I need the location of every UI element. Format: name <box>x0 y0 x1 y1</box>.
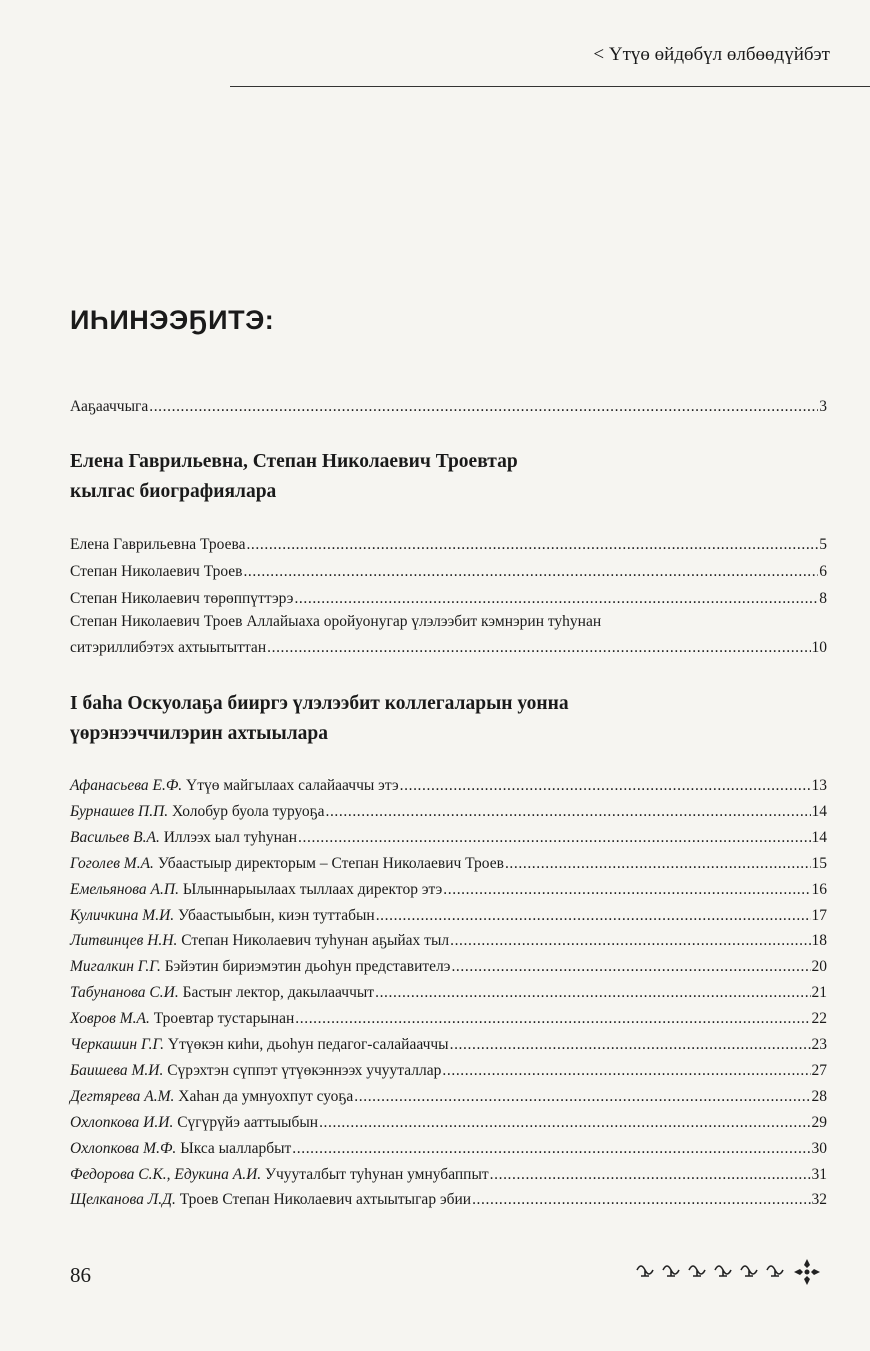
toc-entry-text <box>70 1113 318 1133</box>
toc-entry-author: Гоголев М.А. <box>70 854 154 872</box>
dot-leader <box>325 802 810 822</box>
toc-entry-memoir[interactable] <box>70 1190 827 1210</box>
toc-entry-memoir[interactable] <box>70 854 827 874</box>
dot-leader <box>443 880 810 900</box>
toc-entry-author: Литвинцев Н.Н. <box>70 932 178 950</box>
toc-entry-memoir[interactable] <box>70 1035 827 1055</box>
toc-entry-long-line1[interactable]: Степан Николаевич Троев Аллайыаха оройуонугар үлэлээбит кэмнэрин туһунан <box>70 613 602 630</box>
toc-entry-author: Баишева М.И. <box>70 1061 164 1079</box>
toc-entry-title: Ыкса ыалларбыт <box>180 1139 292 1157</box>
toc-title: ИҺИНЭЭҔИТЭ: <box>70 305 275 335</box>
page-number: 86 <box>70 1263 91 1287</box>
dot-leader <box>375 983 810 1003</box>
dot-leader <box>490 1165 811 1185</box>
dot-leader <box>442 1061 810 1081</box>
toc-entry-author: Бурнашев П.П. <box>70 802 169 820</box>
toc-entry-title: Степан Николаевич туһунан аҕыйах тыл <box>181 932 450 950</box>
toc-entry-memoir[interactable] <box>70 828 827 848</box>
toc-entry-author: Мигалкин Г.Г. <box>70 958 161 976</box>
toc-entry-page: 13 <box>811 777 827 794</box>
toc-entry-title: Ааҕааччыга <box>70 398 149 415</box>
toc-entry-author: Ховров М.А. <box>70 1010 150 1028</box>
toc-entry-memoir[interactable] <box>70 957 827 977</box>
dot-leader <box>292 1139 810 1159</box>
toc-entry-author: Дегтярева А.М. <box>70 1087 175 1105</box>
toc-entry-title: Троевтар тустарынан <box>153 1010 295 1028</box>
toc-entry-page: 18 <box>811 932 827 950</box>
toc-entry-author: Охлопкова М.Ф. <box>70 1139 177 1157</box>
dot-leader <box>472 1190 810 1210</box>
toc-entry-text <box>70 906 375 926</box>
running-header: < Үтүө өйдөбүл өлбөөдүйбэт <box>593 44 830 65</box>
toc-entry-memoir[interactable] <box>70 776 827 796</box>
toc-entry-memoir[interactable] <box>70 1139 827 1159</box>
section-heading-biographies-line2: кылгас биографиялара <box>70 481 277 502</box>
toc-entry-title: Степан Николаевич төрөппүттэрэ <box>70 590 294 607</box>
toc-entry-title: Сүрэхтэн сүппэт үтүөкэннээх учууталлар <box>167 1061 442 1079</box>
toc-entry-page: 14 <box>811 828 827 846</box>
toc-entry-text <box>70 1009 294 1029</box>
toc-entry-page: 22 <box>811 1010 827 1028</box>
toc-entry-memoir[interactable] <box>70 802 827 822</box>
toc-entry-page: 17 <box>811 906 827 924</box>
toc-entry-text <box>70 880 442 900</box>
toc-entry-title: Сүгүрүйэ ааттыыбын <box>177 1113 319 1131</box>
toc-entry-page: 15 <box>811 854 827 872</box>
toc-entry-author: Куличкина М.И. <box>70 906 175 924</box>
toc-entry[interactable] <box>70 535 827 555</box>
toc-entry-page: 20 <box>811 958 827 976</box>
dot-leader <box>400 776 811 796</box>
toc-entry-text <box>70 1061 441 1081</box>
toc-entry-text <box>70 1190 471 1210</box>
toc-entry-text <box>70 854 504 874</box>
dot-leader <box>246 535 818 555</box>
toc-entry-title: Елена Гаврильевна Троева <box>70 536 246 553</box>
toc-entry-title: Бастыҥ лектор, дакылааччыт <box>182 984 375 1002</box>
toc-entry-page: 27 <box>811 1061 827 1079</box>
toc-entry-title: Үтүөкэн киһи, дьоһун педагог-салайааччы <box>167 1036 449 1053</box>
toc-entry-page: 29 <box>811 1113 827 1131</box>
section-heading-biographies-line1: Елена Гаврильевна, Степан Николаевич Троевтар <box>70 451 518 472</box>
toc-entry-text <box>70 1087 353 1107</box>
toc-entry-title: Холобур буола туруоҕа <box>172 802 325 820</box>
toc-entry-title: Убаастыыбын, киэн туттабын <box>178 906 375 924</box>
toc-entry-page: 23 <box>811 1036 827 1053</box>
toc-entry-long[interactable] <box>70 638 827 658</box>
toc-entry-author: Васильев В.А. <box>70 828 160 846</box>
toc-entry-text <box>70 776 399 796</box>
toc-entry[interactable] <box>70 562 827 582</box>
toc-entry-page: 3 <box>819 398 827 415</box>
toc-entry-title: Степан Николаевич Троев <box>70 563 243 580</box>
toc-entry-author: Щелканова Л.Д. <box>70 1191 176 1209</box>
toc-entry-text <box>70 828 297 848</box>
toc-entry-text <box>70 1139 291 1159</box>
toc-entry-memoir[interactable] <box>70 931 827 951</box>
toc-entry-title: Иллээх ыал туһунан <box>163 828 298 846</box>
toc-entry-text <box>70 802 324 822</box>
toc-entry-text <box>70 957 450 977</box>
dot-leader <box>319 1113 810 1133</box>
toc-entry-memoir[interactable] <box>70 1113 827 1133</box>
toc-entry-title: Учууталбыт туһунан умнубаппыт <box>265 1165 489 1183</box>
toc-entry-title: Үтүө майгылаах салайааччы этэ <box>186 777 399 794</box>
dot-leader <box>451 957 810 977</box>
toc-entry-page: 14 <box>811 802 827 820</box>
toc-entry-page: 16 <box>811 880 827 898</box>
dot-leader <box>376 906 811 926</box>
header-rule <box>230 86 870 87</box>
toc-entry-page: 28 <box>811 1087 827 1105</box>
dot-leader <box>450 931 810 951</box>
toc-entry-page: 10 <box>811 639 827 656</box>
toc-entry-page: 32 <box>811 1191 827 1209</box>
dot-leader <box>450 1035 811 1055</box>
toc-entry-author: Федорова С.К., Едукина А.И. <box>70 1165 262 1183</box>
toc-entry-page: 21 <box>811 984 827 1002</box>
section-heading-memoirs-line1: I баһа Оскуолаҕа бииргэ үлэлээбит коллегаларын уонна <box>70 693 569 714</box>
dot-leader <box>149 397 818 417</box>
toc-entry-author: Черкашин Г.Г. <box>70 1036 164 1053</box>
toc-entry-text <box>70 1165 489 1185</box>
toc-entry-memoir[interactable] <box>70 1087 827 1107</box>
toc-entry-page: 5 <box>819 536 827 553</box>
section-heading-memoirs-line2: үөрэнээччилэрин ахтыылара <box>70 723 328 744</box>
dot-leader <box>298 828 810 848</box>
toc-entry-memoir[interactable] <box>70 1061 827 1081</box>
toc-entry[interactable] <box>70 589 827 609</box>
dot-leader <box>243 562 818 582</box>
toc-entry-author: Охлопкова И.И. <box>70 1113 174 1131</box>
toc-entry-intro[interactable] <box>70 397 827 417</box>
toc-entry-memoir[interactable] <box>70 880 827 900</box>
toc-entry-author: Афанасьева Е.Ф. <box>70 777 183 794</box>
toc-entry-page: 31 <box>811 1165 827 1183</box>
dot-leader <box>294 589 818 609</box>
toc-entry-title: Ылыннарыылаах тыллаах директор этэ <box>182 880 443 898</box>
toc-entry-memoir[interactable] <box>70 906 827 926</box>
toc-entry-title: Убаастыыр директорым – Степан Николаевич Троев <box>157 854 504 872</box>
toc-entry-title: Хаһан да умнуохпут суоҕа <box>178 1087 354 1105</box>
dot-leader <box>267 638 810 658</box>
dot-leader <box>505 854 811 874</box>
dot-leader <box>295 1009 810 1029</box>
toc-entry-author: Табунанова С.И. <box>70 984 179 1002</box>
toc-entry-memoir[interactable] <box>70 1165 827 1185</box>
toc-entry-memoir[interactable] <box>70 1009 827 1029</box>
toc-entry-title: Троев Степан Николаевич ахтыытыгар эбии <box>179 1191 472 1209</box>
toc-entry-page: 30 <box>811 1139 827 1157</box>
toc-entry-author: Емельянова А.П. <box>70 880 179 898</box>
toc-entry-text <box>70 931 449 951</box>
toc-entry-page: 8 <box>819 590 827 607</box>
toc-entry-memoir[interactable] <box>70 983 827 1003</box>
toc-entry-page: 6 <box>819 563 827 580</box>
folk-ornament-border-icon <box>635 1258 830 1288</box>
toc-entry-text <box>70 983 374 1003</box>
toc-entry-text <box>70 1035 449 1055</box>
toc-entry-title: ситэриллибэтэх ахтыытыттан <box>70 639 267 656</box>
dot-leader <box>354 1087 810 1107</box>
toc-entry-title: Бэйэтин бириэмэтин дьоһун представителэ <box>164 958 451 976</box>
